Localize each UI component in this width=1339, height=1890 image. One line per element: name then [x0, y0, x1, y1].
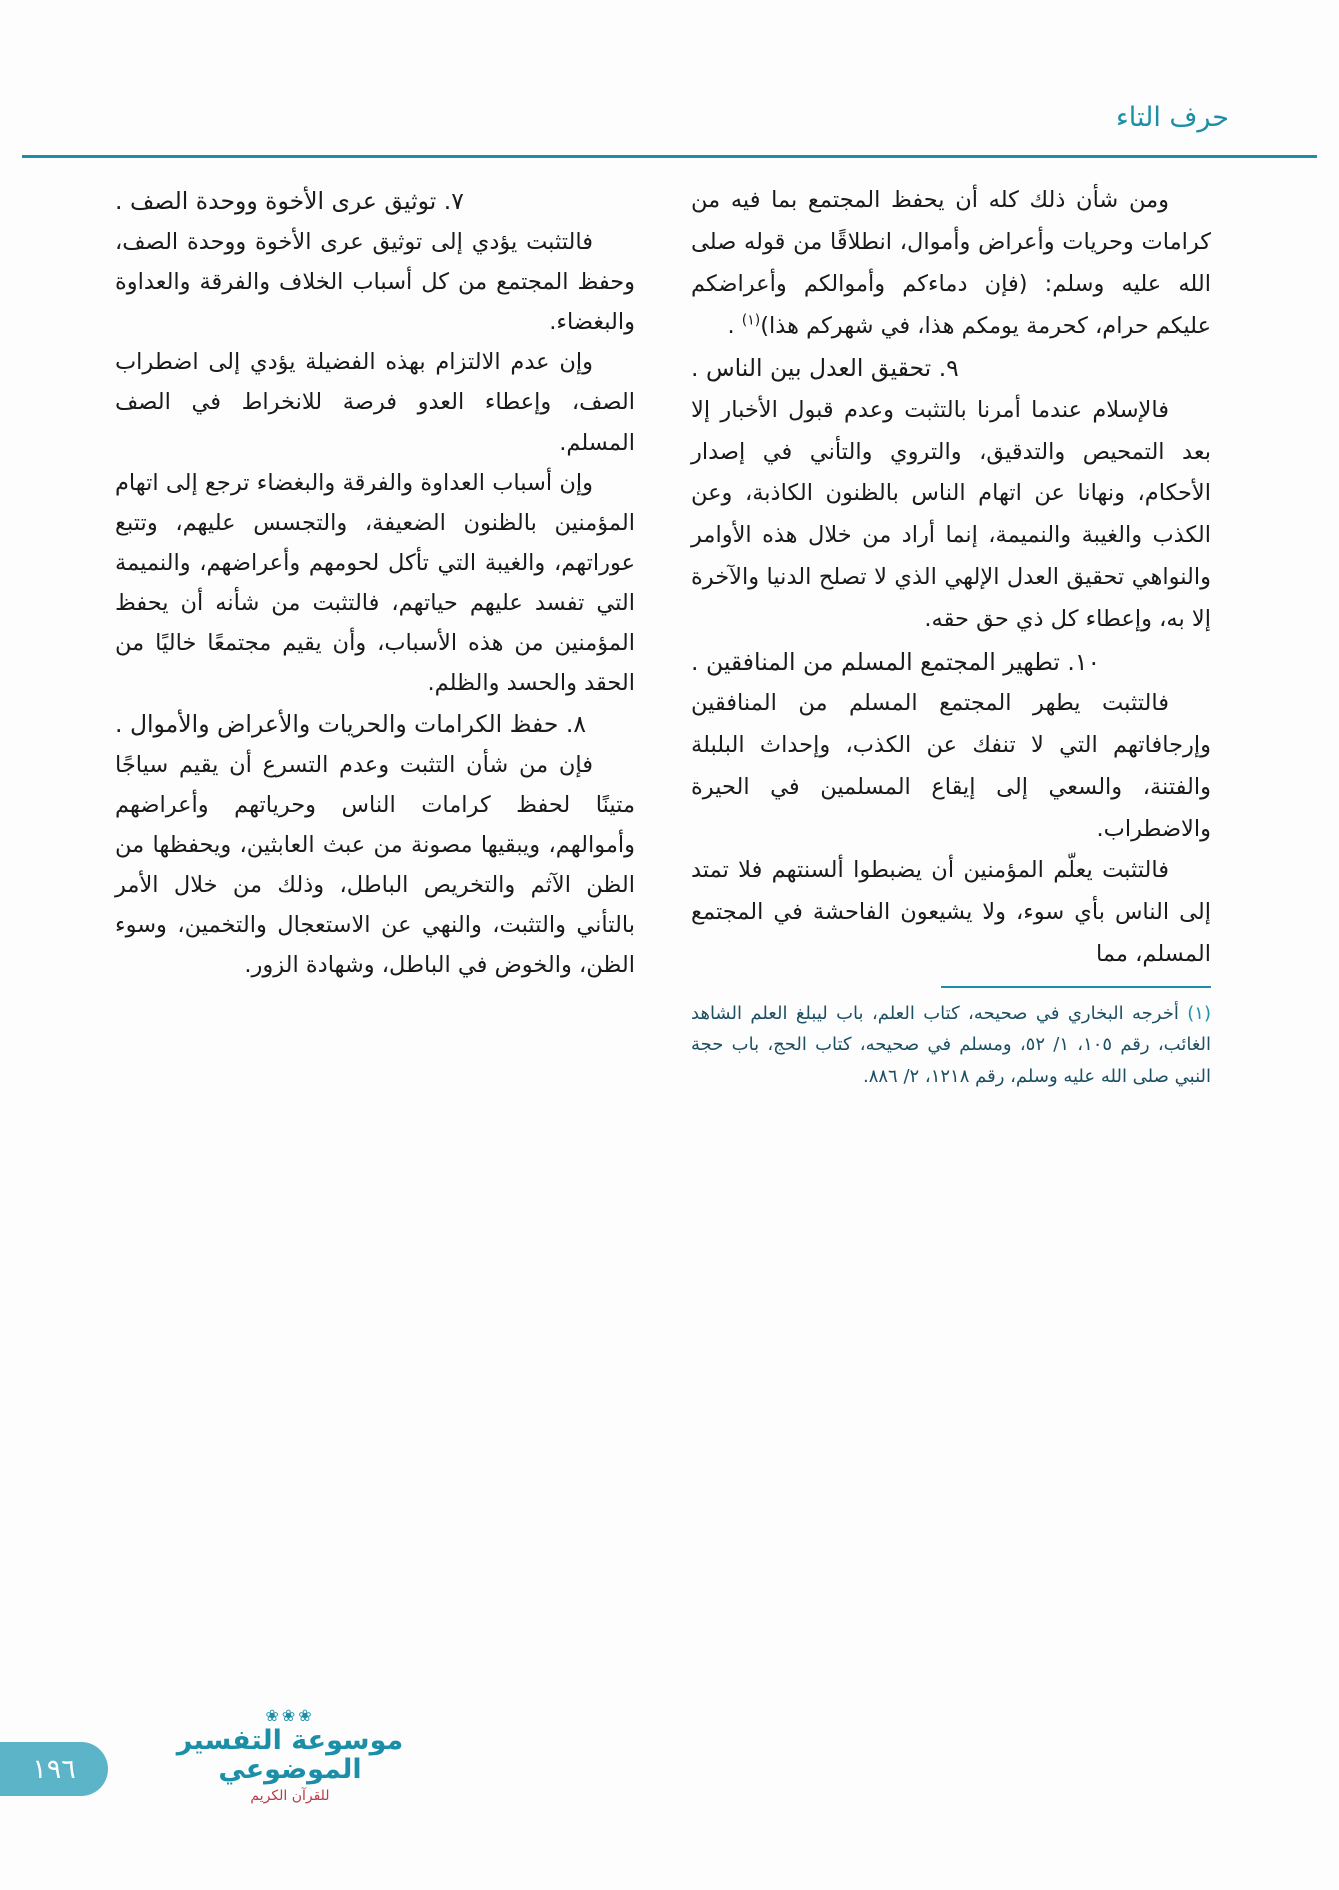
header-title: حرف التاء	[1116, 102, 1229, 133]
page-footer	[0, 1705, 1339, 1804]
paragraph: وإن أسباب العداوة والفرقة والبغضاء ترجع إلى اتهام المؤمنين بالظنون الضعيفة، والتجسس عليهم، وتتبع عوراتهم، والغيبة التي تأكل لحومهم وأعراضهم، والنميمة التي تفسد عليهم حياتهم، فالتثبت من شأنه أن يحفظ المؤمنين من هذه الأسباب، وأن يقيم مجتمعًا خاليًا من الحقد والحسد والظلم.	[115, 469, 635, 696]
section-heading-8: ٨. حفظ الكرامات والحريات والأعراض والأموال .	[115, 709, 586, 738]
header-divider	[22, 155, 1317, 158]
section-heading-10: ١٠. تطهير المجتمع المسلم من المنافقين .	[691, 647, 1101, 676]
section-heading-9: ٩. تحقيق العدل بين الناس .	[691, 354, 959, 383]
page-number: ١٩٦	[0, 1742, 108, 1796]
ornament-icon: ❀❀❀	[265, 1705, 315, 1725]
paragraph: فإن من شأن التثبت وعدم التسرع أن يقيم سياجًا متينًا لحفظ كرامات الناس وحرياتهم وأعراضهم وأموالهم، ويبقيها مصونة من عبث العابثين، ويحفظها من الظن الآثم والتخريص الباطل، وذلك من خلال الأمر بالتأني والتثبت، والنهي عن الاستعجال والتخمين، وسوء الظن، والخوض في الباطل، وشهادة الزور.	[115, 752, 635, 979]
section-heading-7: ٧. توثيق عرى الأخوة ووحدة الصف .	[115, 187, 464, 215]
publisher-logo	[140, 1705, 440, 1804]
footnote	[691, 998, 1211, 1093]
paragraph: فالإسلام عندما أمرنا بالتثبت وعدم قبول الأخبار إلا بعد التمحيص والتدقيق، والتروي والتأني في إصدار الأحكام، ونهانا عن اتهام الناس بالظنون الكاذبة، وعن الكذب والغيبة والنميمة، إنما أراد من خلال هذه الأوامر والنواهي تحقيق العدل الإلهي الذي لا تصلح الدنيا والآخرة إلا به، وإعطاء كل ذي حق حقه.	[691, 396, 1211, 632]
footnote-marker: (١)	[1187, 1002, 1211, 1024]
logo-title: موسوعة التفسير الموضوعي	[176, 1724, 404, 1786]
content-columns	[115, 180, 1211, 1092]
footnote-text: أخرجه البخاري في صحيحه، كتاب العلم، باب ليبلغ العلم الشاهد الغائب، رقم ١٠٥، ١/ ٥٢، ومسلم في صحيحه، كتاب الحج، باب حجة النبي صلى الله عليه وسلم، رقم ١٢١٨، ٢/ ٨٨٦.	[691, 1002, 1211, 1087]
paragraph: وإن عدم الالتزام بهذه الفضيلة يؤدي إلى اضطراب الصف، وإعطاء العدو فرصة للانخراط في الصف المسلم.	[115, 349, 635, 456]
paragraph: ومن شأن ذلك كله أن يحفظ المجتمع بما فيه من كرامات وحريات وأعراض وأموال، انطلاقًا من قوله صلى الله عليه وسلم: (فإن دماءكم وأموالكم وأعراضكم عليكم حرام، كحرمة يومكم هذا، في شهركم هذا)$^{(١)}$ .	[691, 187, 1211, 339]
footnote-separator	[941, 986, 1211, 988]
footnote-ref: (١)	[741, 312, 761, 329]
page-header	[22, 96, 1317, 158]
paragraph: فالتثبت يطهر المجتمع المسلم من المنافقين وإرجافاتهم التي لا تنفك عن الكذب، وإحداث البلبلة والفتنة، والسعي إلى إيقاع المسلمين في الحيرة والاضطراب.	[691, 690, 1211, 842]
column-left	[691, 180, 1211, 1092]
logo-subtitle: للقرآن الكريم	[250, 1788, 330, 1804]
paragraph: فالتثبت يؤدي إلى توثيق عرى الأخوة ووحدة الصف، وحفظ المجتمع من كل أسباب الخلاف والفرقة والعداوة والبغضاء.	[115, 229, 635, 336]
paragraph: فالتثبت يعلّم المؤمنين أن يضبطوا ألسنتهم فلا تمتد إلى الناس بأي سوء، ولا يشيعون الفاحشة في المجتمع المسلم، مما	[691, 857, 1211, 968]
column-right	[115, 180, 635, 1092]
